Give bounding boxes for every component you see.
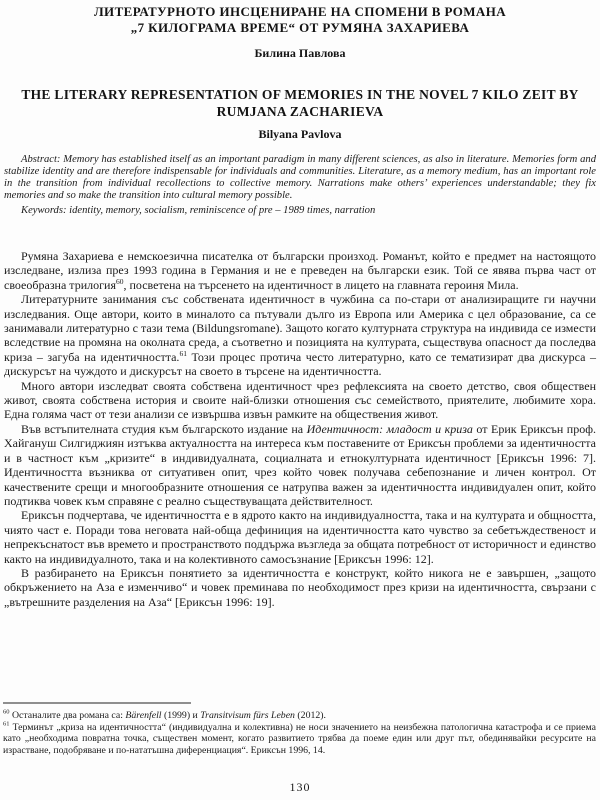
- paragraph-1-text-after-ref: , посветена на търсенето на идентичност в лицето на главната героиня Мила.: [123, 277, 519, 292]
- paragraph-1-text: Румяна Захариева е немскоезична писателка от български произход. Романът, който е предмет на настоящото изследване, излиза през 1993 година в Германия и не е преведен на български език. Той се явява първа част от своеобразна трилогия: [4, 249, 596, 292]
- footnote-ref-61: 61: [179, 348, 187, 358]
- abstract-label: Abstract:: [21, 154, 61, 165]
- article-body: [4, 249, 596, 609]
- footnote-separator-rule: [3, 702, 191, 704]
- paragraph-4-text-after-title: от Ерик Ериксън проф. Хайгануш Силгиджиян изтъква актуалността на интереса към поставените от Ериксън проблеми за идентичността и в частност към „кризите“ в индивидуалната, социалната и етнокултурната идентичност [Ериксън 1996: 7]. Идентичността възниква от ситуативен опит, чрез който човек получава себепознание и личен контрол. От качествените срещи и многообразните отношения се натрупва важен за идентичността индивидуален опит, който подтиква човек към справяне с реално съществуващата действителност.: [4, 421, 596, 508]
- author-name-bulgarian: Билина Павлова: [254, 46, 346, 60]
- paragraph-4: [4, 422, 596, 508]
- author-name-english: Bilyana Pavlova: [258, 127, 342, 141]
- abstract-paragraph: [4, 154, 596, 202]
- book-title-identity-youth-crisis: Идентичност: младост и криза: [306, 421, 473, 436]
- paragraph-3: Много автори изследват своята собствена идентичност чрез рефлексията на своето детство, своя обществен живот, своята собствена история и своите най-близки отношения със семейството, приятелите, любимите хора. Една голяма част от тези анализи се извършва извън рамките на обществения живот.: [4, 378, 596, 422]
- footnote-60-text: Останалите два романа са:: [9, 710, 126, 721]
- title-bg-line2: „7 КИЛОГРАМА ВРЕМЕ“ ОТ РУМЯНА ЗАХАРИЕВА: [130, 20, 470, 35]
- footnote-60-end: (2012).: [294, 710, 326, 721]
- abstract-text: Memory has established itself as an important paradigm in many different sciences, as also in literature. Memories form and stabilize identity and are therefore indispensable for individuals and communities. Literature, as a memory medium, has an important role in the transition from individual recollections to collective memory. Narrations make others’ experiences understandable; they fix memories and so make the transition into cultural memory possible.: [4, 154, 596, 201]
- paragraph-2-text: Литературните занимания със собствената идентичност в чужбина са по-стари от анализиращите ги научни изследвания. Още автори, които в миналото са пътували дълго из Европа или Америка с цел образование, са се занимавали литературно с тази тема (Bildungsromane). Защото когато културната структура на индивида се измести вследствие на промяна на околната среда, а съответно и позицията на културата, съществува опасност да последва криза – загуба на идентичността.: [4, 292, 596, 364]
- article-title-bulgarian: [0, 4, 600, 36]
- footnote-60-marker: 60: [3, 708, 10, 716]
- paragraph-1: [4, 249, 596, 292]
- paragraph-6: В разбирането на Ериксън понятието за идентичността е конструкт, който никога не е завършен, „защото обкръжението на Аза е изменчиво“ и човек преминава по необходимост през кризи на идентичността, свързани с „вътрешните разделения на Аза“ [Ериксън 1996: 19].: [4, 565, 596, 609]
- footnote-ref-60: 60: [115, 276, 124, 286]
- keywords-text: identity, memory, socialism, reminiscence of pre – 1989 times, narration: [66, 204, 376, 216]
- book-title-transitvisum: Transitvisum fürs Leben: [200, 710, 295, 721]
- paragraph-2: [4, 292, 596, 378]
- article-title-english: [0, 86, 600, 120]
- title-bg-line1: ЛИТЕРАТУРНОТО ИНСЦЕНИРАНЕ НА СПОМЕНИ В РОМАНА: [93, 4, 507, 19]
- paragraph-4-text: Във встъпителната студия към българското издание на: [21, 421, 307, 436]
- footnote-61: [3, 722, 596, 757]
- abstract-block: [4, 154, 596, 217]
- footnote-60: [3, 710, 596, 722]
- keywords-paragraph: [4, 205, 596, 217]
- footnote-60-mid: (1999) и: [161, 710, 201, 721]
- page-number: 130: [289, 780, 311, 794]
- paragraph-5: Ериксън подчертава, че идентичността е в ядрото както на индивидуалността, така и на културата и общността, чиято част е. Поради това неговата най-обща дефиниция на идентичността като чувство за себетъждественост и непрекъснатост във времето и пространството поддържа възгледа за общата потребност от историчност и единство както на индивидуалното, така и на колективното самосъзнание [Ериксън 1996: 12].: [4, 508, 596, 566]
- book-title-baerenfell: Bärenfell: [125, 710, 162, 721]
- footnote-61-marker: 61: [3, 720, 10, 728]
- footnotes-block: [3, 702, 596, 756]
- keywords-label: Keywords:: [21, 204, 67, 216]
- paragraph-2-text-after-ref: Този процес протича често литературно, като се тематизират два дискурса – дискурсът на чуждото и дискурсът на своето в търсене на идентичността.: [4, 349, 596, 379]
- footnote-61-text: Терминът „криза на идентичността“ (индивидуална и колективна) не носи значението на неизбежна патологична катастрофа и се приема като „необходима повратна точка, съществен момент, когато развитието трябва да поеме един или друг път, обединявайки ресурсите на израстване, подобряване и по-нататъшна диференциация“. Ериксън 1996, 14.: [3, 721, 596, 756]
- title-en-line2: RUMJANA ZACHARIEVA: [216, 104, 384, 119]
- title-en-line1: THE LITERARY REPRESENTATION OF MEMORIES IN THE NOVEL 7 KILO ZEIT BY: [21, 87, 579, 102]
